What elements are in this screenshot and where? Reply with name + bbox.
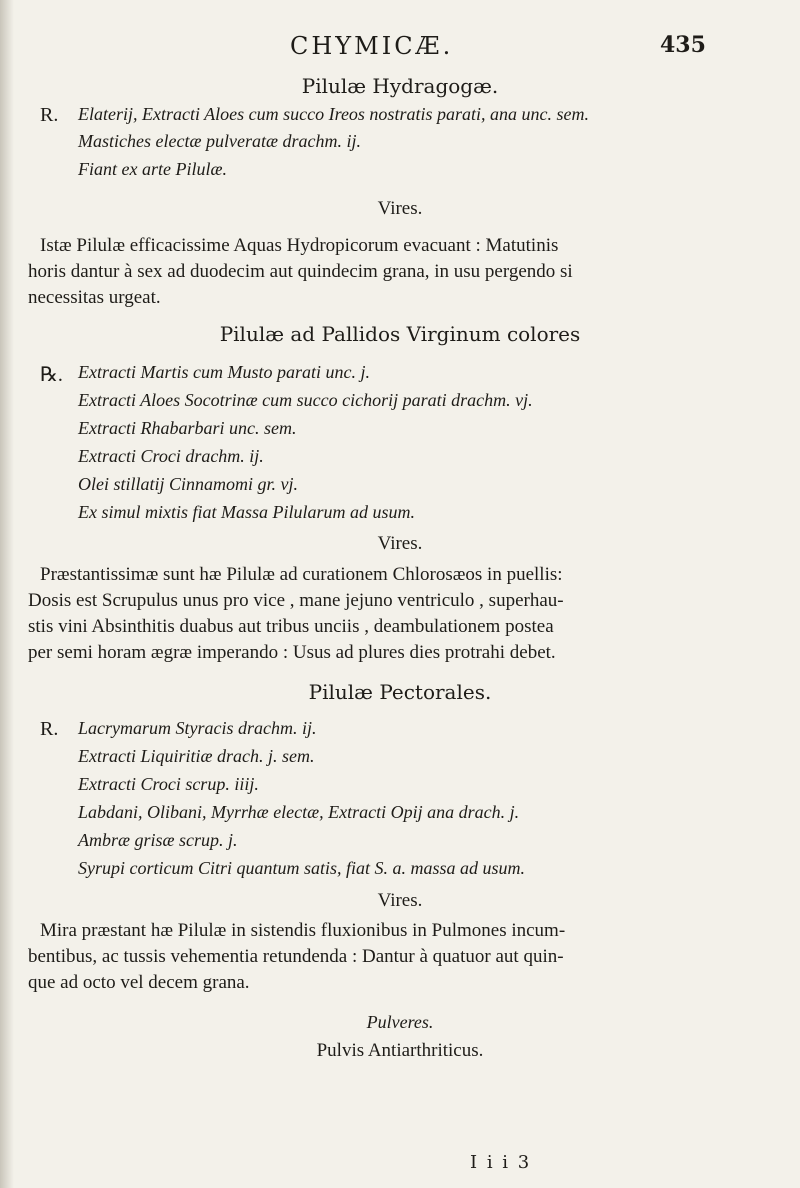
ingredient-line: Ambræ grisæ scrup. j. — [78, 830, 238, 850]
paragraph-line: Istæ Pilulæ efficacissime Aquas Hydropicorum evacuant : Matutinis — [40, 235, 559, 256]
vires-heading: Vires. — [377, 533, 423, 554]
signature-mark: I i i 3 — [470, 1152, 532, 1173]
subsection-title-antiarthriticus: Pulvis Antiarthriticus. — [316, 1040, 484, 1061]
ingredient-line: Mastiches electæ pulveratæ drachm. ij. — [78, 131, 361, 151]
recipe-mark: ℞. — [40, 364, 63, 386]
ingredient-line: Extracti Rhabarbari unc. sem. — [78, 418, 297, 438]
paragraph-line: necessitas urgeat. — [28, 287, 161, 308]
ingredient-line: Syrupi corticum Citri quantum satis, fiat S. a. massa ad usum. — [78, 858, 526, 878]
vires-heading: Vires. — [377, 198, 423, 219]
vires-heading: Vires. — [377, 890, 423, 911]
ingredient-line: Extracti Liquiritiæ drach. j. sem. — [78, 746, 315, 766]
ingredient-line: Extracti Croci scrup. iiij. — [78, 774, 259, 794]
ingredient-line: Labdani, Olibani, Myrrhæ electæ, Extracti Opij ana drach. j. — [78, 802, 520, 822]
section-title-pulveres: Pulveres. — [366, 1012, 434, 1032]
ingredient-line: Extracti Croci drachm. ij. — [78, 446, 264, 466]
recipe-mark: R. — [40, 718, 59, 740]
recipe-mark: R. — [40, 104, 59, 126]
running-head: CHYMICÆ. — [290, 32, 454, 60]
paragraph-line: stis vini Absinthitis duabus aut tribus unciis , deambulationem postea — [28, 616, 554, 637]
section-title-pectorales: Pilulæ Pectorales. — [308, 680, 492, 704]
paragraph-line: Præstantissimæ sunt hæ Pilulæ ad curationem Chlorosæos in puellis: — [40, 564, 563, 585]
paragraph-line: bentibus, ac tussis vehementia retundenda : Dantur à quatuor aut quin- — [28, 946, 564, 967]
paragraph-line: Mira præstant hæ Pilulæ in sistendis fluxionibus in Pulmones incum- — [40, 920, 566, 941]
paragraph-line: Dosis est Scrupulus unus pro vice , mane jejuno ventriculo , superhau- — [28, 590, 564, 611]
paragraph-line: per semi horam ægræ imperando : Usus ad plures dies protrahi debet. — [28, 642, 556, 663]
ingredient-line: Extracti Aloes Socotrinæ cum succo cichorij parati drachm. vj. — [78, 390, 533, 410]
ingredient-line: Fiant ex arte Pilulæ. — [78, 159, 227, 179]
paragraph-line: horis dantur à sex ad duodecim aut quindecim grana, in usu pergendo si — [28, 261, 573, 282]
section-title-hydragogae: Pilulæ Hydragogæ. — [301, 74, 499, 98]
ingredient-line: Lacrymarum Styracis drachm. ij. — [78, 718, 317, 738]
paragraph-line: que ad octo vel decem grana. — [28, 972, 250, 993]
ingredient-line: Elaterij, Extracti Aloes cum succo Ireos nostratis parati, ana unc. sem. — [78, 104, 589, 124]
section-title-pallidos: Pilulæ ad Pallidos Virginum colores — [219, 322, 581, 346]
ingredient-line: Ex simul mixtis fiat Massa Pilularum ad usum. — [78, 502, 415, 522]
ingredient-line: Olei stillatij Cinnamomi gr. vj. — [78, 474, 299, 494]
page-number: 435 — [660, 32, 706, 58]
ingredient-line: Extracti Martis cum Musto parati unc. j. — [78, 362, 370, 382]
